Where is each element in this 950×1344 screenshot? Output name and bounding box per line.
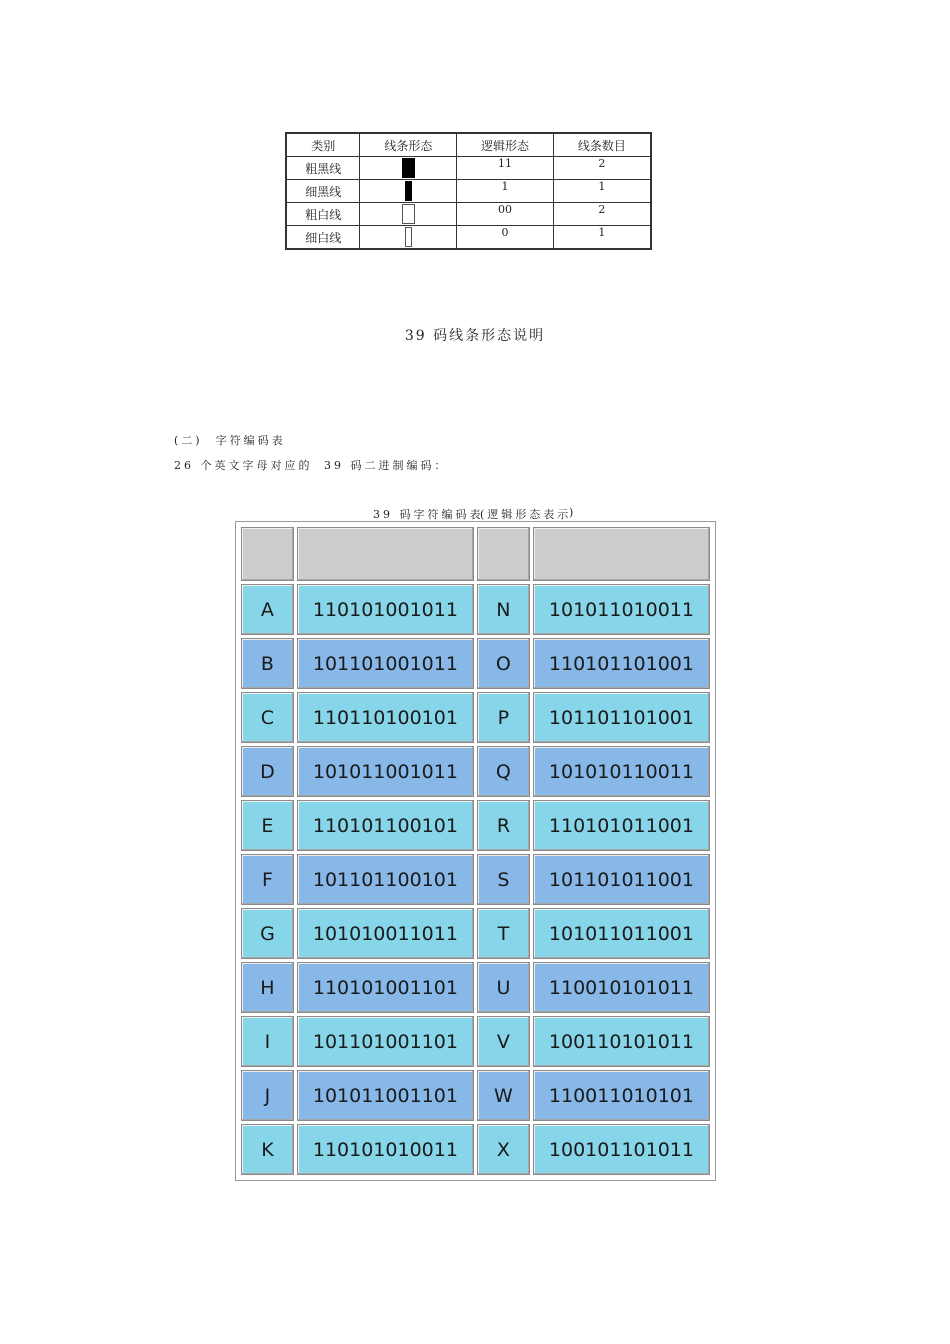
code-cell: 101011010011 bbox=[533, 584, 710, 635]
char-cell: R bbox=[477, 800, 530, 851]
char-cell: O bbox=[477, 638, 530, 689]
legend-logic: 0 bbox=[457, 226, 554, 250]
table-row bbox=[241, 962, 710, 1013]
legend-logic: 11 bbox=[457, 157, 554, 180]
intro-text-left: 26 个英文字母对应的 bbox=[174, 459, 313, 472]
code-cell: 101101001011 bbox=[297, 638, 474, 689]
table-row bbox=[241, 800, 710, 851]
code-cell: 101011001101 bbox=[297, 1070, 474, 1121]
char-cell: V bbox=[477, 1016, 530, 1067]
header-cell bbox=[533, 527, 710, 581]
code-cell: 101101001101 bbox=[297, 1016, 474, 1067]
legend-shape bbox=[360, 203, 457, 226]
char-cell: S bbox=[477, 854, 530, 905]
char-cell: J bbox=[241, 1070, 294, 1121]
code-cell: 110101001101 bbox=[297, 962, 474, 1013]
code-cell: 110010101011 bbox=[533, 962, 710, 1013]
thin-black-bar-icon bbox=[405, 181, 412, 201]
legend-header-shape: 线条形态 bbox=[360, 133, 457, 157]
char-cell: T bbox=[477, 908, 530, 959]
char-cell: P bbox=[477, 692, 530, 743]
code-cell: 110101010011 bbox=[297, 1124, 474, 1175]
code-cell: 110110100101 bbox=[297, 692, 474, 743]
legend-header-count: 线条数目 bbox=[553, 133, 651, 157]
bar-legend-table bbox=[285, 132, 652, 250]
legend-category: 细黑线 bbox=[286, 180, 360, 203]
legend-count: 2 bbox=[553, 203, 651, 226]
code-table-frame bbox=[235, 521, 716, 1181]
char-cell: B bbox=[241, 638, 294, 689]
code-cell: 101010110011 bbox=[533, 746, 710, 797]
char-cell: W bbox=[477, 1070, 530, 1121]
table-row bbox=[241, 854, 710, 905]
table-row bbox=[241, 1124, 710, 1175]
section-heading: (二) 字符编码表 bbox=[174, 434, 286, 447]
code-cell: 110011010101 bbox=[533, 1070, 710, 1121]
header-cell bbox=[477, 527, 530, 581]
table-title-close: ) bbox=[569, 506, 577, 519]
char-cell: K bbox=[241, 1124, 294, 1175]
char-cell: A bbox=[241, 584, 294, 635]
code-cell: 101101011001 bbox=[533, 854, 710, 905]
code-cell: 101010011011 bbox=[297, 908, 474, 959]
code-table-header bbox=[241, 527, 710, 581]
char-cell: I bbox=[241, 1016, 294, 1067]
char-cell: N bbox=[477, 584, 530, 635]
code-cell: 110101100101 bbox=[297, 800, 474, 851]
code-cell: 101011011001 bbox=[533, 908, 710, 959]
header-cell bbox=[297, 527, 474, 581]
legend-category: 细白线 bbox=[286, 226, 360, 250]
char-cell: G bbox=[241, 908, 294, 959]
code-cell: 101101100101 bbox=[297, 854, 474, 905]
thick-white-bar-icon bbox=[402, 204, 415, 224]
table-row bbox=[241, 1070, 710, 1121]
legend-shape bbox=[360, 226, 457, 250]
char-cell: C bbox=[241, 692, 294, 743]
legend-count: 1 bbox=[553, 180, 651, 203]
thin-white-bar-icon bbox=[405, 227, 412, 247]
code-cell: 110101011001 bbox=[533, 800, 710, 851]
legend-category: 粗白线 bbox=[286, 203, 360, 226]
table-row bbox=[241, 584, 710, 635]
char-cell: D bbox=[241, 746, 294, 797]
table-row bbox=[241, 746, 710, 797]
code-cell: 100101101011 bbox=[533, 1124, 710, 1175]
table-row bbox=[241, 1016, 710, 1067]
table-title: 39 码字符编码表 bbox=[373, 508, 484, 521]
legend-header-row bbox=[286, 133, 651, 157]
legend-row bbox=[286, 203, 651, 226]
char-cell: F bbox=[241, 854, 294, 905]
code-table bbox=[238, 524, 713, 1178]
code-cell: 101011001011 bbox=[297, 746, 474, 797]
code-cell: 110101001011 bbox=[297, 584, 474, 635]
legend-logic: 00 bbox=[457, 203, 554, 226]
code-cell: 110101101001 bbox=[533, 638, 710, 689]
char-cell: E bbox=[241, 800, 294, 851]
figure-caption: 39 码线条形态说明 bbox=[404, 328, 546, 344]
legend-count: 2 bbox=[553, 157, 651, 180]
table-row bbox=[241, 692, 710, 743]
legend-logic: 1 bbox=[457, 180, 554, 203]
char-cell: U bbox=[477, 962, 530, 1013]
legend-row bbox=[286, 180, 651, 203]
char-cell: Q bbox=[477, 746, 530, 797]
legend-row bbox=[286, 226, 651, 250]
table-title-note: (逻辑形态表示 bbox=[480, 508, 572, 521]
legend-count: 1 bbox=[553, 226, 651, 250]
char-cell: H bbox=[241, 962, 294, 1013]
legend-header-category: 类别 bbox=[286, 133, 360, 157]
thick-black-bar-icon bbox=[402, 158, 415, 178]
legend-shape bbox=[360, 180, 457, 203]
code-cell: 100110101011 bbox=[533, 1016, 710, 1067]
header-cell bbox=[241, 527, 294, 581]
legend-category: 粗黑线 bbox=[286, 157, 360, 180]
legend-header-logic: 逻辑形态 bbox=[457, 133, 554, 157]
table-row bbox=[241, 638, 710, 689]
intro-text-right: 39 码二进制编码： bbox=[324, 459, 449, 472]
char-cell: X bbox=[477, 1124, 530, 1175]
legend-row bbox=[286, 157, 651, 180]
code-cell: 101101101001 bbox=[533, 692, 710, 743]
legend-shape bbox=[360, 157, 457, 180]
table-row bbox=[241, 908, 710, 959]
